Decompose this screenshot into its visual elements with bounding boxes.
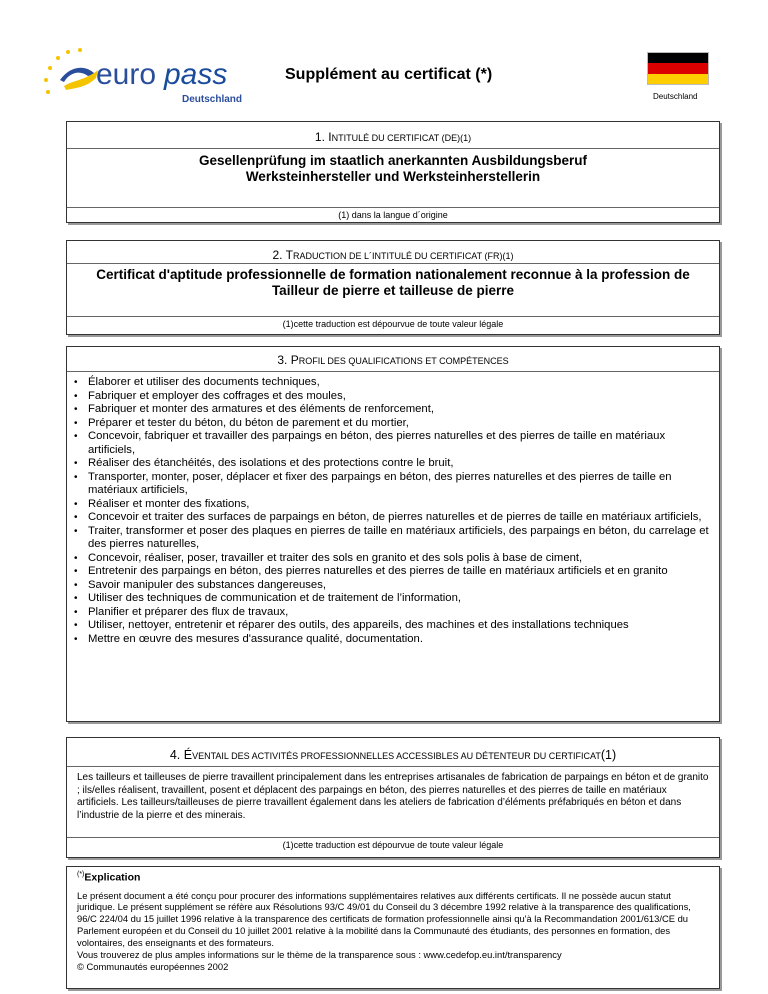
list-item: • Transporter, monter, poser, déplacer et fixer des parpaings en béton, des pierres naturelles et des pierres de taille en matériaux artificiels,: [88, 471, 709, 498]
section-heading: 1. INTITULÉ DU CERTIFICAT (DE)(1): [314, 130, 472, 144]
section-occupations: [66, 737, 720, 858]
list-item: • Traiter, transformer et poser des plaques en pierres de taille en matériaux artificiels, des parpaings en béton, du carrelage et des pierres naturelles,: [88, 525, 709, 552]
section-footnote: (1)cette traduction est dépourvue de toute valeur légale: [282, 840, 504, 850]
skills-list: [67, 376, 719, 646]
list-item: • Concevoir, réaliser, poser, travailler et traiter des sols en granito et des sols polis à base de ciment,: [88, 552, 709, 566]
explanation-box: [66, 866, 720, 989]
section-heading: 2. TRADUCTION DE L´INTITULÉ DU CERTIFICAT (FR)(1): [272, 248, 514, 262]
logo-subtitle: Deutschland: [182, 94, 243, 105]
section-skills-profile: [66, 346, 720, 722]
list-item: • Concevoir, fabriquer et travailler des parpaings en béton, des pierres naturelles et des pierres de taille en matériaux artificiels,: [88, 430, 709, 457]
document-title: Supplément au certificat (*): [285, 66, 493, 83]
list-item: • Mettre en œuvre des mesures d'assurance qualité, documentation.: [88, 633, 709, 647]
list-item: • Réaliser des étanchéités, des isolations et des protections contre le bruit,: [88, 457, 709, 471]
list-item: • Concevoir et traiter des surfaces de parpaings en béton, de pierres naturelles et de pierres de taille en matériaux artificiels,: [88, 511, 709, 525]
section-heading: 3. PROFIL DES QUALIFICATIONS ET COMPÉTENCES: [277, 353, 509, 367]
country-label: Deutschland: [653, 92, 698, 101]
explanation-title: (*)Explication: [77, 871, 141, 884]
list-item: • Utiliser des techniques de communication et de traitement de l’information,: [88, 592, 709, 606]
section-heading: 4. ÉVENTAIL DES ACTIVITÉS PROFESSIONNELLES ACCESSIBLES AU DÉTENTEUR DU CERTIFICAT(1): [169, 748, 617, 762]
list-item: • Élaborer et utiliser des documents techniques,: [88, 376, 709, 390]
certificate-title-original: Gesellenprüfung im staatlich anerkannten Ausbildungsberuf Werksteinhersteller und Werksteinherstellerin: [198, 153, 588, 184]
logo-pass-text: pass: [164, 58, 228, 91]
list-item: • Réaliser et monter des fixations,: [88, 498, 709, 512]
logo-euro-text: euro: [96, 58, 157, 91]
list-item: • Savoir manipuler des substances dangereuses,: [88, 579, 709, 593]
certificate-title-translated: Certificat d'aptitude professionnelle de formation nationalement reconnue à la profession de Tailleur de pierre et tailleuse de pierre: [96, 267, 690, 298]
list-item: • Fabriquer et employer des coffrages et des moules,: [88, 390, 709, 404]
section-certificate-title: [66, 121, 720, 223]
list-item: • Préparer et tester du béton, du béton de parement et du mortier,: [88, 417, 709, 431]
section-footnote: (1)cette traduction est dépourvue de toute valeur légale: [282, 319, 504, 329]
list-item: • Fabriquer et monter des armatures et des éléments de renforcement,: [88, 403, 709, 417]
germany-flag-icon: [647, 52, 709, 85]
list-item: • Planifier et préparer des flux de travaux,: [88, 606, 709, 620]
list-item: • Utiliser, nettoyer, entretenir et réparer des outils, des appareils, des machines et des installations techniques: [88, 619, 709, 633]
europass-logo: [40, 46, 260, 110]
section-footnote: (1) dans la langue d´origine: [338, 210, 448, 220]
section-title-translation: [66, 240, 720, 335]
list-item: • Entretenir des parpaings en béton, des pierres naturelles et des pierres de taille en matériaux artificiels et en granito: [88, 565, 709, 579]
explanation-text: Le présent document a été conçu pour procurer des informations supplémentaires relatives aux différents certificats. Il ne possède aucun statut juridique. Le présent supplément se réfère aux Résolutions 93/C 49/01 du Conseil du 3 décembre 1992 relative à la transparence des qualifications, 96/C 224/04 du 15 juillet 1996 relative à la transparence des certificats de formation professionnelle ainsi qu'à la Recommandation 2001/613/CE du Parlement européen et du Conseil du 10 juillet 2001 relative à la mobilité dans la Communauté des étudiants, des personnes en formation, des volontaires, des enseignants et des formateurs. Vous trouverez de plus amples informations sur le thème de la transparence sous : www.cedefop.eu.int/transparency © Communautés européennes 2002: [77, 889, 691, 972]
occupations-text: Les tailleurs et tailleuses de pierre travaillent principalement dans les entreprises artisanales de fabrication de parpaings en béton et de granito ; ils/elles réalisent, travaillent, posent et déplacent des parpaings en béton, des pierres naturelles et des pierres de taille en matériaux artificiels. Les tailleurs/tailleuses de pierre travaillent également dans les ateliers de fabrication d’éléments préfabriqués en béton et dans l’industrie de la pierre et des minerais.: [77, 772, 709, 821]
